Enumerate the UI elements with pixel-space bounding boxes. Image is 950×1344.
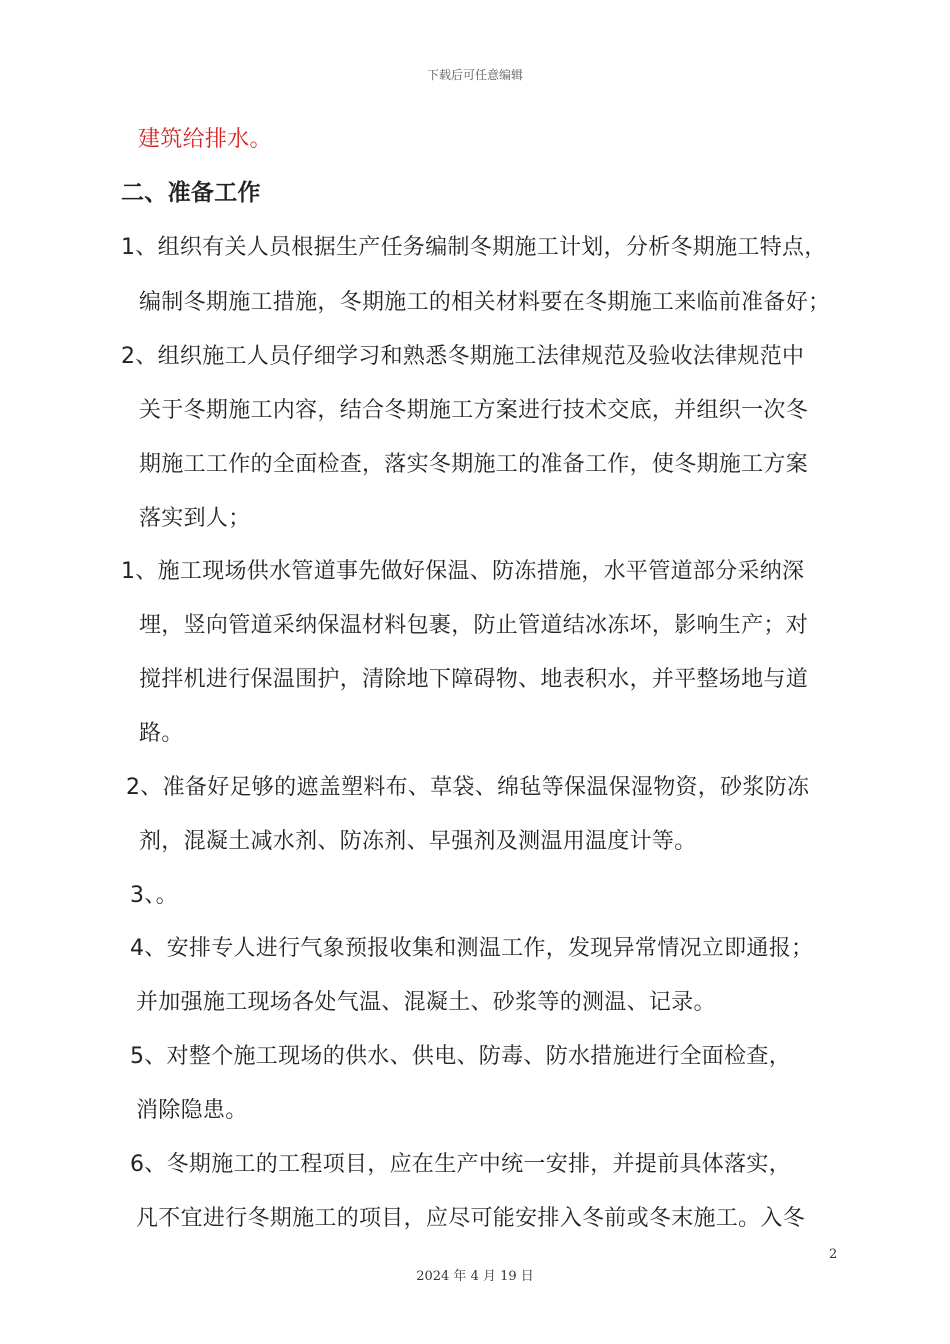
- paragraph-line: 3、。: [130, 883, 178, 908]
- paragraph-line: 6、冬期施工的工程项目，应在生产中统一安排，并提前具体落实，: [130, 1152, 791, 1177]
- section-heading: 二、准备工作: [121, 180, 261, 206]
- paragraph-line: 剂，混凝土减水剂、防冻剂、早强剂及测温用温度计等。: [139, 829, 697, 854]
- paragraph-line: 并加强施工现场各处气温、混凝土、砂浆等的测温、记录。: [136, 990, 716, 1015]
- paragraph-line: 路。: [139, 721, 184, 746]
- footer-date: 2024 年 4 月 19 日: [416, 1269, 534, 1284]
- paragraph-line: 1、施工现场供水管道事先做好保温、防冻措施，水平管道部分采纳深: [121, 559, 805, 584]
- paragraph-line: 5、对整个施工现场的供水、供电、防毒、防水措施进行全面检查，: [130, 1044, 791, 1069]
- paragraph-line: 凡不宜进行冬期施工的项目，应尽可能安排入冬前或冬末施工。入冬: [136, 1206, 806, 1231]
- paragraph-line: 2、组织施工人员仔细学习和熟悉冬期施工法律规范及验收法律规范中: [121, 344, 805, 369]
- paragraph-line: 搅拌机进行保温围护，清除地下障碍物、地表积水，并平整场地与道: [139, 667, 809, 692]
- paragraph-line: 编制冬期施工措施，冬期施工的相关材料要在冬期施工来临前准备好；: [139, 290, 831, 315]
- paragraph-line: 2、准备好足够的遮盖塑料布、草袋、绵毡等保温保湿物资，砂浆防冻: [126, 775, 810, 800]
- paragraph-line: 关于冬期施工内容，结合冬期施工方案进行技术交底，并组织一次冬: [139, 398, 809, 423]
- intro-line: 建筑给排水。: [138, 127, 272, 152]
- page-number: 2: [829, 1247, 838, 1262]
- paragraph-line: 4、安排专人进行气象预报收集和测温工作，发现异常情况立即通报；: [130, 936, 814, 961]
- paragraph-line: 埋，竖向管道采纳保温材料包裹，防止管道结冰冻坏，影响生产；对: [139, 613, 809, 638]
- paragraph-line: 1、组织有关人员根据生产任务编制冬期施工计划，分析冬期施工特点，: [121, 235, 827, 260]
- paragraph-line: 落实到人；: [139, 506, 251, 531]
- header-note: 下载后可任意编辑: [426, 68, 523, 82]
- paragraph-line: 消除隐患。: [136, 1098, 248, 1123]
- paragraph-line: 期施工工作的全面检查，落实冬期施工的准备工作，使冬期施工方案: [139, 452, 809, 477]
